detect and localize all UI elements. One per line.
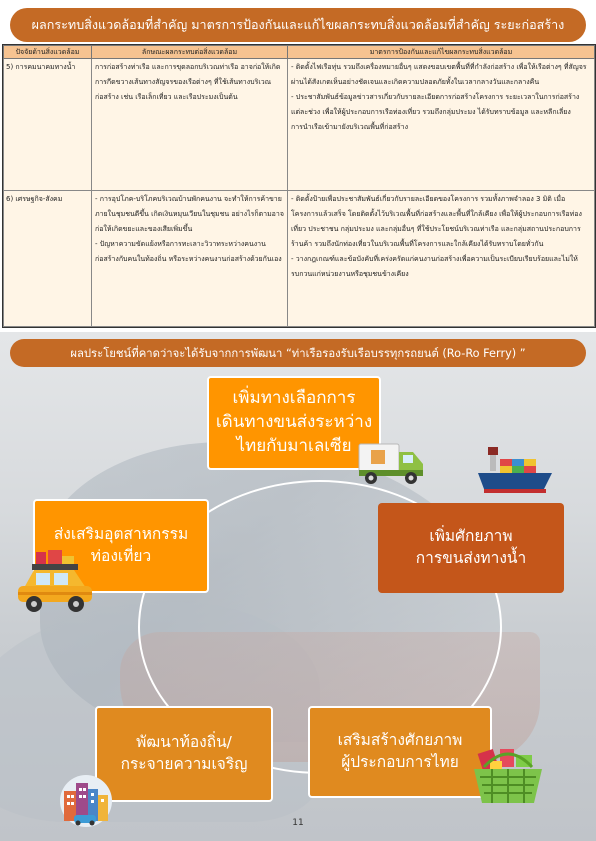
benefit-text: เสริมสร้างศักยภาพ ผู้ประกอบการไทย — [337, 731, 463, 771]
cargo-ship-icon — [476, 443, 554, 501]
column-header: มาตรการป้องกันและแก้ไขผลกระทบสิ่งแวดล้อม — [288, 46, 595, 59]
page-number: 11 — [292, 818, 304, 828]
shopping-basket-icon — [470, 745, 546, 807]
impact-cell — [92, 191, 288, 327]
benefit-text: เพิ่มทางเลือกการ เดินทางขนส่งระหว่าง ไทยกับมาเลเซีย — [215, 388, 373, 456]
section-title: ผลกระทบสิ่งแวดล้อมที่สำคัญ มาตรการป้องกันและแก้ไขผลกระทบสิ่งแวดล้อมที่สำคัญ ระยะก่อสร้าง — [31, 17, 565, 32]
table-header-row — [4, 46, 595, 59]
table-row — [4, 59, 595, 191]
impact-table — [2, 44, 596, 328]
benefit-text: เพิ่มศักยภาพ การขนส่งทางน้ำ — [415, 527, 527, 567]
delivery-truck-icon — [357, 440, 427, 486]
benefits-title: ผลประโยชน์ที่คาดว่าจะได้รับจากการพัฒนา “ท่าเรือรองรับเรือบรรทุกรถยนต์ (Ro-Ro Ferry) ” — [70, 347, 526, 360]
impact-item: - การอุปโภค-บริโภคบริเวณบ้านพักคนงาน จะทำให้การค้าขายภายในชุมชนดีขึ้น เกิดเงินหมุนเวียนในชุมชน อย่างไรก็ตามอาจก่อให้เกิดขยะและของเสียเพิ่มขึ้น — [95, 195, 284, 233]
impact-cell — [92, 59, 288, 191]
benefit-box — [95, 706, 273, 802]
column-header: ลักษณะผลกระทบต่อสิ่งแวดล้อม — [92, 46, 288, 59]
factor-cell: 5) การคมนาคมทางน้ำ — [4, 59, 92, 191]
benefit-text: พัฒนาท้องถิ่น/ กระจายความเจริญ — [120, 733, 248, 773]
benefit-box — [207, 376, 381, 470]
table-row — [4, 191, 595, 327]
benefit-box — [308, 706, 492, 798]
impact-item: การก่อสร้างท่าเรือ และการขุดลอกบริเวณท่าเรือ อาจก่อให้เกิดการกีดขวางเส้นทางสัญจรของเรือต่างๆ ที่ใช้เส้นทางบริเวณก่อสร้าง เช่น เรือเล็กเที่ยว และเรือประมงเป็นต้น — [95, 63, 281, 101]
measures-cell — [288, 59, 595, 191]
impact-item: - ปัญหาความขัดแย้งหรือการทะเลาะวิวาทระหว่างคนงานก่อสร้างกับคนในท้องถิ่น หรือระหว่างคนงานก่อสร้างด้วยกันเอง — [95, 240, 282, 263]
benefits-header — [10, 339, 586, 367]
measure-item: - วางกฎเกณฑ์และข้อบังคับที่เคร่งครัดแก่คนงานก่อสร้างเพื่อความเป็นระเบียบเรียบร้อยและไม่ให้รบกวนแก่หน่วยงานหรือชุมชนข้างเคียง — [291, 255, 578, 278]
benefit-text: ส่งเสริมอุตสาหกรรม ท่องเที่ยว — [53, 525, 189, 565]
benefit-box — [378, 503, 564, 593]
measure-item: - ประชาสัมพันธ์ข้อมูลข่าวสารเกี่ยวกับรายละเอียดการก่อสร้างโครงการ ระยะเวลาในการก่อสร้างแต่ละช่วง เพื่อให้ผู้ประกอบการเรือท่องเที่ยว รวมถึงกลุ่มประมง ได้รับทราบข้อมูล และหลีกเลี่ยงการนำเรือเข้ามายังบริเวณพื้นที่ก่อสร้าง — [291, 93, 580, 131]
measures-cell — [288, 191, 595, 327]
tourist-car-icon — [14, 548, 96, 616]
column-header: ปัจจัยด้านสิ่งแวดล้อม — [4, 46, 92, 59]
section-header — [10, 8, 586, 42]
measure-item: - ติดตั้งป้ายเพื่อประชาสัมพันธ์เกี่ยวกับรายละเอียดของโครงการ รวมทั้งภาพจำลอง 3 มิติ เมื่อโครงการแล้วเสร็จ โดยติดตั้งไว้บริเวณพื้นที่ก่อสร้างและพื้นที่ใกล้เคียง เพื่อให้ผู้ประกอบการเรือท่องเที่ยว ประชาชน กลุ่มประมง และกลุ่มอื่นๆ ที่ใช้ประโยชน์บริเวณท่าเรือ และกลุ่มสถานประกอบการร้านค้า รวมถึงนักท่องเที่ยวในบริเวณพื้นที่โครงการและใกล้เคียงได้รับทราบโดยทั่วกัน — [291, 195, 582, 248]
measure-item: - ติดตั้งไฟเรือทุ่น รวมถึงเครื่องหมายอื่นๆ แสดงขอบเขตพื้นที่ที่กำลังก่อสร้าง เพื่อให้เรือต่างๆ ที่สัญจรผ่านได้สังเกตเห็นอย่างชัดเจนและเกิดความปลอดภัยทั้งในเวลากลางวันและกลางคืน — [291, 63, 587, 86]
factor-cell: 6) เศรษฐกิจ-สังคม — [4, 191, 92, 327]
